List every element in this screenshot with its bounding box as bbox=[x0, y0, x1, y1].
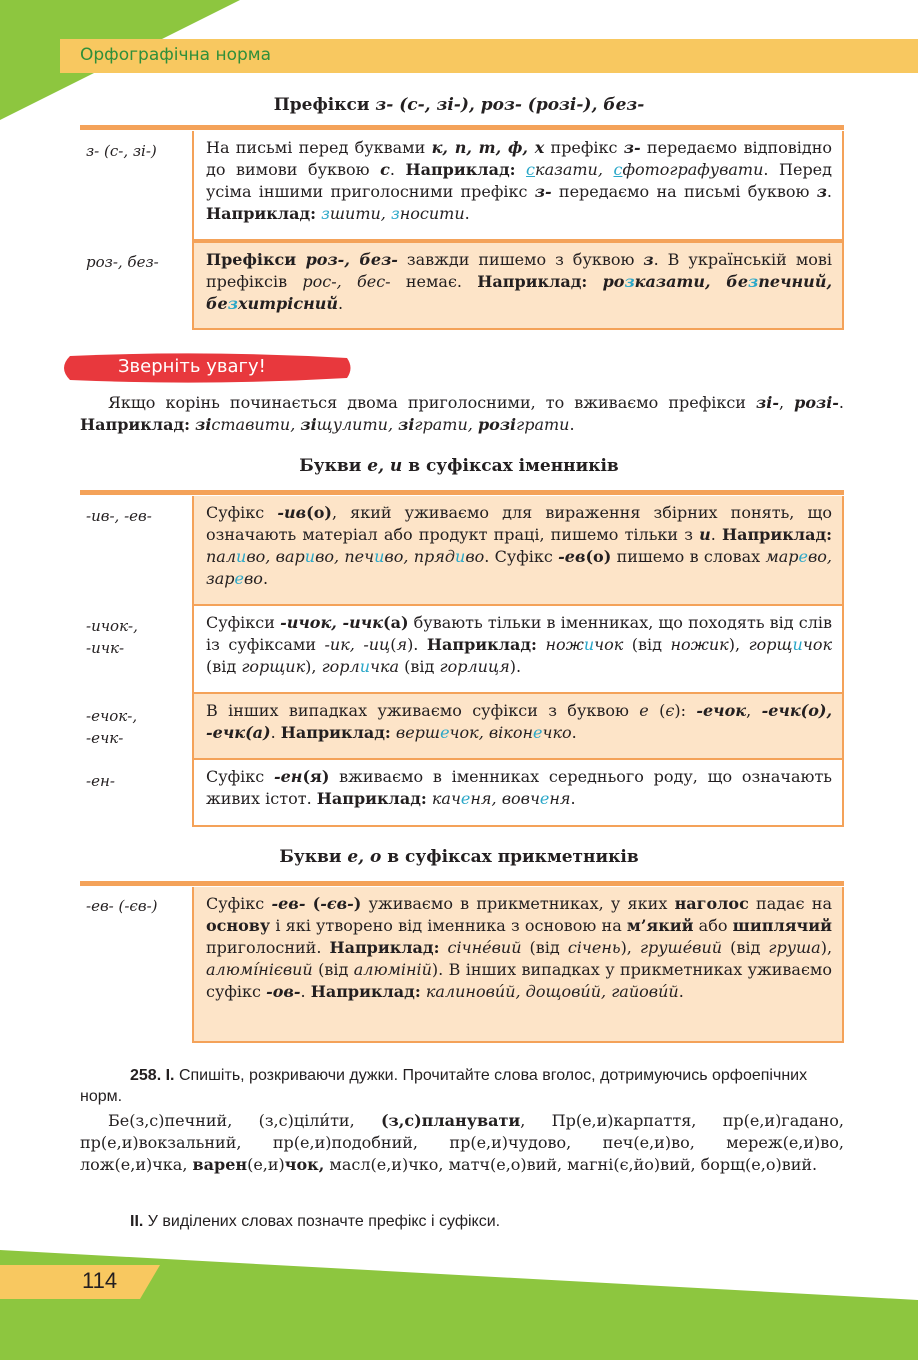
rule-label: з- (с-, зі-) bbox=[86, 142, 157, 160]
rule-label: -ен- bbox=[86, 772, 115, 790]
notice-banner: Зверніть увагу! bbox=[118, 356, 266, 377]
section-title-adjective-suffixes: Букви е, о в суфіксах прикметників bbox=[279, 847, 639, 867]
chapter-title: Орфографічна норма bbox=[80, 45, 272, 65]
exercise-words: Бе(з,с)печний, (з,с)ціли́ти, (з,с)планувати, Пр(е,и)карпаття, пр(е,и)гадано, пр(е,и)вокзальний, пр(е,и)подобний, пр(е,и)чудово, печ(е,и)во, мереж(е,и)во, лож(е,и)чка, варен(е,и)чок, масл(е,и)чко, матч(е,о)вий, магні(є,йо)вий, борщ(е,о)вий. bbox=[80, 1111, 844, 1174]
exercise-instruction bbox=[80, 1065, 844, 1107]
table-top-rule bbox=[80, 125, 844, 130]
rule-cell: Суфікс -ен(я) вживаємо в іменниках середнього роду, що означають живих істот. Наприклад: каченя, вовченя. bbox=[192, 760, 844, 827]
rule-cell: Суфікс -ев- (-єв-) уживаємо в прикметниках, у яких наголос падає на основу і які утворено від іменника з основою на м’який або шиплячий приголосний. Наприклад: січне́вий (від січень), груше́вий (від груша), алюмі́нієвий (від алюміній). В інших випадках у прикметниках уживаємо суфікс -ов-. Наприклад: калинови́й, дощови́й, гайови́й. bbox=[192, 887, 844, 1043]
rule-label: -ев- (-єв-) bbox=[86, 897, 158, 915]
rule-cell: Суфікси -ичок, -ичк(а) бувають тільки в іменниках, що походять від слів із суфіксами -ик, -иц(я). Наприклад: ножичок (від ножик), горщичок (від горщик), горличка (від горлиця). bbox=[192, 606, 844, 694]
rule-cell: На письмі перед буквами к, п, т, ф, х префікс з- передаємо відповідно до вимови буквою с. Наприклад: сказати, сфотографувати. Перед усіма іншими приголосними префікс з- передаємо на письмі буквою з. Наприклад: зшити, зносити. bbox=[192, 131, 844, 241]
exercise-part2-number: ІІ. bbox=[130, 1213, 144, 1230]
exercise-part2-text: У виділених словах позначте префікс і суфікси. bbox=[147, 1213, 501, 1230]
rule-label: -ечок-, -ечк- bbox=[86, 707, 138, 747]
rule-label: -ив-, -ев- bbox=[86, 507, 152, 525]
rule-label: -ичок-, -ичк- bbox=[86, 617, 138, 657]
section-title-prefixes: Префікси з- (с-, зі-), роз- (розі-), без- bbox=[273, 95, 645, 115]
rule-label: роз-, без- bbox=[86, 253, 159, 271]
section-title-noun-suffixes: Букви е, и в суфіксах іменників bbox=[299, 456, 619, 476]
table-top-rule bbox=[80, 490, 844, 495]
table-top-rule bbox=[80, 881, 844, 886]
exercise-part2 bbox=[80, 1211, 844, 1232]
notice-text: Якщо корінь починається двома приголосними, то вживаємо префікси зі-, розі-. Наприклад: зіставити, зіщулити, зіграти, розіграти. bbox=[80, 393, 845, 434]
exercise-instruction-text: Спишіть, розкриваючи дужки. Прочитайте слова вголос, дотримуючись орфоепічних норм. bbox=[80, 1067, 808, 1105]
rule-cell: Суфікс -ив(о), який уживаємо для вираження збірних понять, що означають матеріал або продукт праці, пишемо тільки з и. Наприклад: паливо, вариво, печиво, прядиво. Суфікс -ев(о) пишемо в словах марево, зарево. bbox=[192, 496, 844, 606]
exercise-number: 258. І. bbox=[130, 1067, 175, 1084]
rule-cell: В інших випадках уживаємо суфікси з буквою е (є): -ечок, -ечк(о), -ечк(а). Наприклад: вершечок, віконечко. bbox=[192, 694, 844, 760]
rule-cell: Префікси роз-, без- завжди пишемо з буквою з. В українській мові префіксів рос-, бес- немає. Наприклад: розказати, безпечний, безхитрісний. bbox=[192, 241, 844, 330]
page-number: 114 bbox=[82, 1268, 118, 1293]
page-number-tab bbox=[0, 1265, 160, 1299]
